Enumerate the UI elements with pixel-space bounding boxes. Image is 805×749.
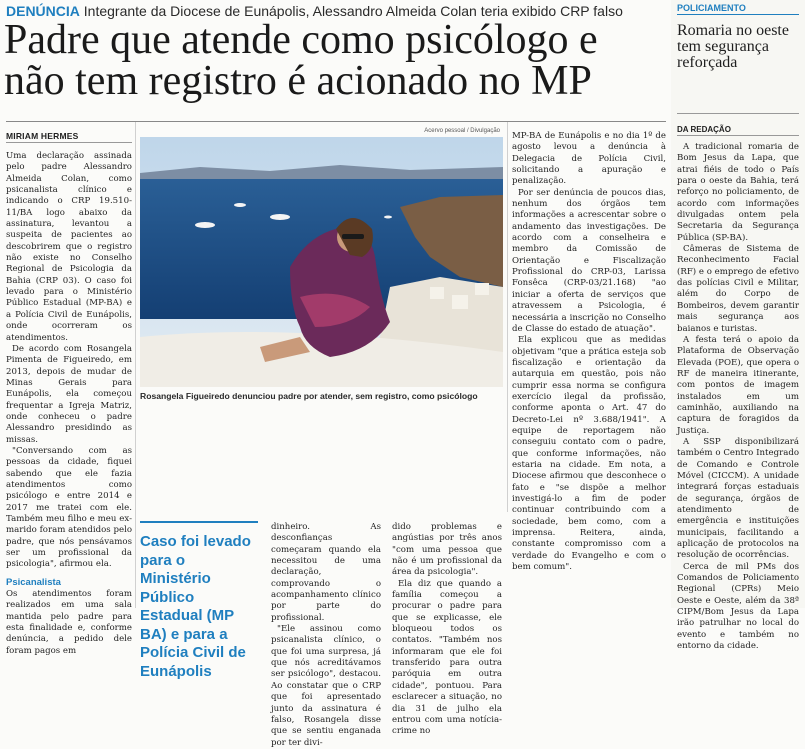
pullquote-rule xyxy=(140,521,258,523)
pullquote: Caso foi levado para o Ministério Público Estadual (MP BA) e para a Polícia Civil de Eunápolis xyxy=(140,533,251,680)
byline-divider xyxy=(6,142,132,143)
headline-line-1: Padre que atende como psicólogo e xyxy=(4,17,598,63)
paragraph: Ela explicou que as medidas objetivam "que a prática esteja sob fiscalização e orientação da autarquia em questão, pois não cumprir essa norma se configura exercício ilegal da profissão, conforme aponta o Art. 47 do Decreto-Lei nº 3.688/1941". A equipe de reportagem não conseguiu contato com o padre, que conforme informações, não estaria na cidade. Em nota, a Diocese afirmou que desconhece o fato e "se dispõe a melhor investigá-lo a fim de poder continuar contribuindo com a sociedade, bem como, com a imprensa. Reitera, ainda, constante compromisso com a verdade do Evangelho e com o bem comum". xyxy=(512,335,666,573)
paragraph: Câmeras de Sistema de Reconhecimento Facial (RF) e o emprego de efetivo das polícias Civil e Militar, além do Corpo de Bombeiros, devem garantir mais segurança aos baianos e turistas. xyxy=(677,244,799,334)
paragraph: De acordo com Rosangela Pimenta de Figueiredo, em 2013, depois de mudar de Minas Gerais para Eunápolis, ela começou frequentar a Igreja Matriz, onde conheceu o padre Alessandro presidindo as missas. xyxy=(6,343,132,445)
photo-credit: Acervo pessoal / Divulgação xyxy=(424,128,500,134)
paragraph: "Ele assinou como psicanalista clínico, o que foi uma surpresa, já que nós acreditávamos ser psicólogo", destacou. Ao constatar que o CRP que foi apresentado junto da assinatura é falso, Rosangela disse que se sentiu enganada por ter divi- xyxy=(271,624,381,748)
paragraph: A tradicional romaria de Bom Jesus da Lapa, que atrai fiéis de todo o País para o oeste da Bahia, terá reforço no policiamento, de acordo com informações divulgadas ontem pela Secretaria da Segurança Pública (SP-BA). xyxy=(677,142,799,243)
sidebar-section-tag: POLICIAMENTO xyxy=(677,3,746,13)
photo-illustration xyxy=(140,137,503,387)
paragraph: A SSP disponibilizará também o Centro Integrado de Comando e Controle Móvel (CICCM). A unidade integrará forças estaduais de segurança, órgãos de atendimento de emergência e instituições municipais, facilitando a aplicação de protocolos na resolução de ocorrências. xyxy=(677,436,799,561)
headline-line-2: não tem registro é acionado no MP xyxy=(4,58,592,104)
sidebar-byline-divider xyxy=(677,135,799,136)
article-column-4 xyxy=(512,131,666,573)
byline: MIRIAM HERMES xyxy=(6,131,79,141)
article-column-3 xyxy=(392,522,502,738)
paragraph: Por ser denúncia de poucos dias, nenhum dos órgãos tem informações a acrescentar sobre o andamento das investigações. De acordo com a conselheira e membro da Comissão de Orientação e Fiscalização Profissional do CRP-03, Larissa Fonsêca (CRP-03/21.168) "ao iniciar a oferta de serviços que atravessem a Psicologia, é necessária a inscrição no Conselho de Classe do estado de atuação". xyxy=(512,187,666,334)
paragraph: MP-BA de Eunápolis e no dia 1º de agosto levou a denúncia à Delegacia de Polícia Civil, solicitando a apuração e penalização. xyxy=(512,131,666,187)
paragraph: Cerca de mil PMs dos Comandos de Policiamento Regional (CPRs) Meio Oeste e Oeste, além da 38ª CIPM/Bom Jesus da Lapa irão patrulhar no local do evento e também no entorno da cidade. xyxy=(677,561,799,652)
paragraph: Uma declaração assinada pelo padre Alessandro Almeida Colan, como psicanalista clínico e indicando o CRP 19.510-11/BA logo abaixo da assinatura, levantou a suspeita de pacientes ao descobrirem que o registro não existe no Conselho Regional de Psicologia da Bahia (CRP 03). O caso foi levado para o Ministério Público Estadual (MP-BA) e a Polícia Civil de Eunápolis, onde ocorreram os atendimentos. xyxy=(6,151,132,343)
subheading: Psicanalista xyxy=(6,576,61,588)
paragraph: Os atendimentos foram realizados em uma sala mantida pelo padre para esta finalidade e, conforme denúncia, a pedido dele foram pagos em xyxy=(6,589,132,656)
paragraph: dinheiro. As desconfianças começaram quando ela necessitou de uma declaração, comprovando o acompanhamento clínico por parte do profissional. xyxy=(271,522,381,623)
paragraph: "Conversando com as pessoas da cidade, fiquei sabendo que ele fazia atendimentos como psicólogo e entre 2014 e 2017 me tratei com ele. Também meu filho e meu ex-marido foram atendidos pelo padre, que nós pensávamos ser um profissional da psicologia", afirmou ela. xyxy=(6,445,132,570)
sidebar-divider xyxy=(677,14,799,15)
paragraph: Ela diz que quando a família começou a procurar o padre para que se explicasse, ele bloqueou todos os contatos. "Também nos informaram que ele foi transferido para outra paróquia em outra cidade", pontuou. Para esclarecer a situação, no dia 31 de julho ela entrou com uma notícia-crime no xyxy=(392,578,502,737)
column-divider xyxy=(507,122,508,512)
article-column-2 xyxy=(271,522,381,749)
paragraph: dido problemas e angústias por três anos "com uma pessoa que não é um profissional da área da psicologia". xyxy=(392,522,502,578)
section-tag: DENÚNCIA xyxy=(6,3,80,19)
article-photo xyxy=(140,137,503,387)
sidebar-column xyxy=(677,142,799,652)
article-headline xyxy=(4,17,669,104)
article-deck: Integrante da Diocese de Eunápolis, Alessandro Almeida Colan teria exibido CRP falso xyxy=(83,3,623,19)
column-divider xyxy=(135,122,136,608)
sidebar-byline: DA REDAÇÃO xyxy=(677,125,731,134)
sidebar-divider xyxy=(677,113,799,114)
photo-caption: Rosangela Figueiredo denunciou padre por atender, sem registro, como psicólogo xyxy=(140,391,478,401)
article-column-1 xyxy=(6,151,132,657)
paragraph: A festa terá o apoio da Plataforma de Observação Elevada (POE), que opera o RF de maneira itinerante, com pontos de imagem instalados em um caminhão, auxiliando na captura de foragidos da Justiça. xyxy=(677,334,799,436)
sidebar-headline: Romaria no oeste tem segurança reforçada xyxy=(677,22,789,71)
headline-divider xyxy=(6,121,666,122)
